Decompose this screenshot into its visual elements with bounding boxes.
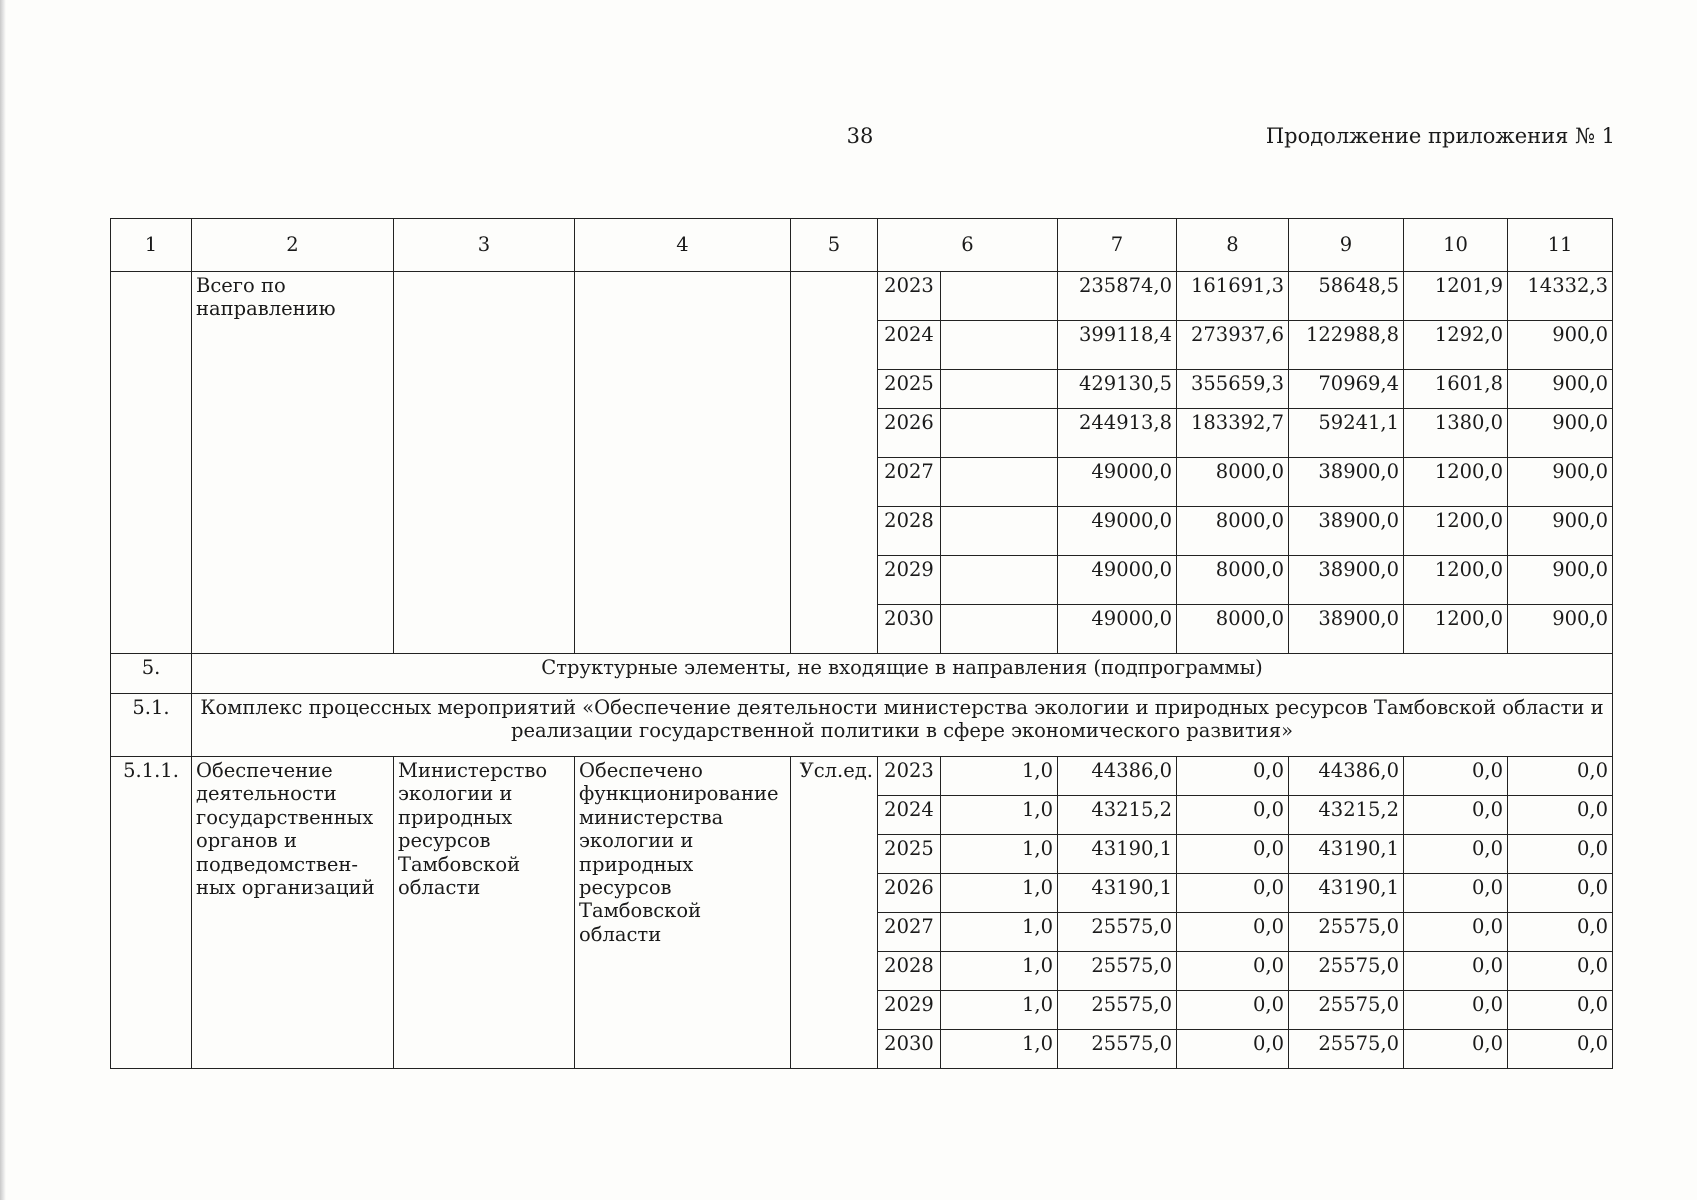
- col-number-4: 4: [575, 219, 791, 272]
- value-cell: 49000,0: [1058, 507, 1177, 556]
- value-cell: 0,0: [1508, 835, 1613, 874]
- value-cell: 1,0: [941, 757, 1058, 796]
- value-cell: 44386,0: [1058, 757, 1177, 796]
- value-cell: 25575,0: [1289, 1030, 1404, 1069]
- value-cell: 25575,0: [1058, 1030, 1177, 1069]
- value-cell: 25575,0: [1289, 913, 1404, 952]
- value-cell: 900,0: [1508, 409, 1613, 458]
- value-cell: 8000,0: [1177, 458, 1289, 507]
- col-number-10: 10: [1404, 219, 1508, 272]
- value-cell: 1200,0: [1404, 605, 1508, 654]
- value-cell: 58648,5: [1289, 272, 1404, 321]
- value-cell: 235874,0: [1058, 272, 1177, 321]
- subsection-title: Комплекс процессных мероприятий «Обеспечение деятельности министерства экологии и природных ресурсов Тамбовской области и реализации государственной политики в сфере экономического развития»: [192, 694, 1613, 757]
- item-row: [111, 757, 1613, 796]
- value-cell: 1200,0: [1404, 458, 1508, 507]
- value-cell: 0,0: [1177, 991, 1289, 1030]
- value-cell: 0,0: [1404, 1030, 1508, 1069]
- value-cell: 0,0: [1404, 835, 1508, 874]
- total-empty-1: [111, 272, 192, 654]
- year-cell: 2030: [878, 605, 941, 654]
- year-cell: 2023: [878, 272, 941, 321]
- value-cell: 0,0: [1177, 952, 1289, 991]
- value-cell: 25575,0: [1058, 991, 1177, 1030]
- col-number-6: 6: [878, 219, 1058, 272]
- value-cell: 900,0: [1508, 370, 1613, 409]
- annex-note: Продолжение приложения № 1: [1265, 124, 1615, 148]
- value-cell: 355659,3: [1177, 370, 1289, 409]
- value-cell: 900,0: [1508, 605, 1613, 654]
- year-cell: 2027: [878, 458, 941, 507]
- empty-cell: [941, 272, 1058, 321]
- value-cell: 0,0: [1177, 835, 1289, 874]
- value-cell: 8000,0: [1177, 605, 1289, 654]
- value-cell: 0,0: [1404, 952, 1508, 991]
- section-title: Структурные элементы, не входящие в направления (подпрограммы): [192, 654, 1613, 694]
- col-number-7: 7: [1058, 219, 1177, 272]
- year-cell: 2029: [878, 556, 941, 605]
- value-cell: 0,0: [1508, 796, 1613, 835]
- value-cell: 0,0: [1404, 796, 1508, 835]
- item-result: Обеспечено функционирование министерства экологии и природных ресурсов Тамбовской области: [575, 757, 791, 1069]
- value-cell: 244913,8: [1058, 409, 1177, 458]
- value-cell: 59241,1: [1289, 409, 1404, 458]
- value-cell: 0,0: [1508, 991, 1613, 1030]
- year-cell: 2023: [878, 757, 941, 796]
- year-cell: 2024: [878, 796, 941, 835]
- empty-cell: [941, 370, 1058, 409]
- value-cell: 43190,1: [1058, 874, 1177, 913]
- section-row: [111, 654, 1613, 694]
- col-number-5: 5: [791, 219, 878, 272]
- year-cell: 2030: [878, 1030, 941, 1069]
- value-cell: 0,0: [1508, 913, 1613, 952]
- col-number-1: 1: [111, 219, 192, 272]
- value-cell: 1601,8: [1404, 370, 1508, 409]
- value-cell: 1380,0: [1404, 409, 1508, 458]
- value-cell: 43215,2: [1058, 796, 1177, 835]
- year-cell: 2025: [878, 370, 941, 409]
- value-cell: 43190,1: [1289, 874, 1404, 913]
- value-cell: 1200,0: [1404, 556, 1508, 605]
- value-cell: 0,0: [1404, 913, 1508, 952]
- value-cell: 900,0: [1508, 321, 1613, 370]
- value-cell: 1,0: [941, 991, 1058, 1030]
- year-cell: 2026: [878, 409, 941, 458]
- value-cell: 0,0: [1177, 874, 1289, 913]
- value-cell: 161691,3: [1177, 272, 1289, 321]
- value-cell: 183392,7: [1177, 409, 1289, 458]
- value-cell: 0,0: [1404, 757, 1508, 796]
- value-cell: 1,0: [941, 913, 1058, 952]
- value-cell: 49000,0: [1058, 556, 1177, 605]
- column-number-row: [111, 219, 1613, 272]
- value-cell: 0,0: [1177, 913, 1289, 952]
- value-cell: 0,0: [1508, 1030, 1613, 1069]
- value-cell: 0,0: [1404, 991, 1508, 1030]
- section-number: 5.: [111, 654, 192, 694]
- subsection-number: 5.1.: [111, 694, 192, 757]
- value-cell: 1200,0: [1404, 507, 1508, 556]
- value-cell: 399118,4: [1058, 321, 1177, 370]
- subsection-row: [111, 694, 1613, 757]
- empty-cell: [941, 321, 1058, 370]
- col-number-11: 11: [1508, 219, 1613, 272]
- value-cell: 0,0: [1508, 952, 1613, 991]
- value-cell: 1,0: [941, 796, 1058, 835]
- year-cell: 2026: [878, 874, 941, 913]
- total-empty-3: [394, 272, 575, 654]
- value-cell: 25575,0: [1058, 952, 1177, 991]
- value-cell: 0,0: [1508, 874, 1613, 913]
- value-cell: 43215,2: [1289, 796, 1404, 835]
- value-cell: 900,0: [1508, 507, 1613, 556]
- year-cell: 2029: [878, 991, 941, 1030]
- value-cell: 49000,0: [1058, 605, 1177, 654]
- page-number: 38: [846, 124, 874, 148]
- value-cell: 1201,9: [1404, 272, 1508, 321]
- value-cell: 43190,1: [1058, 835, 1177, 874]
- total-empty-5: [791, 272, 878, 654]
- empty-cell: [941, 556, 1058, 605]
- value-cell: 900,0: [1508, 556, 1613, 605]
- item-number: 5.1.1.: [111, 757, 192, 1069]
- value-cell: 429130,5: [1058, 370, 1177, 409]
- col-number-8: 8: [1177, 219, 1289, 272]
- value-cell: 25575,0: [1058, 913, 1177, 952]
- value-cell: 8000,0: [1177, 556, 1289, 605]
- value-cell: 43190,1: [1289, 835, 1404, 874]
- value-cell: 0,0: [1404, 874, 1508, 913]
- value-cell: 38900,0: [1289, 605, 1404, 654]
- total-row: [111, 272, 1613, 321]
- value-cell: 14332,3: [1508, 272, 1613, 321]
- col-number-3: 3: [394, 219, 575, 272]
- empty-cell: [941, 605, 1058, 654]
- value-cell: 25575,0: [1289, 952, 1404, 991]
- value-cell: 0,0: [1508, 757, 1613, 796]
- year-cell: 2025: [878, 835, 941, 874]
- col-number-9: 9: [1289, 219, 1404, 272]
- scan-edge: [0, 0, 6, 1200]
- value-cell: 0,0: [1177, 757, 1289, 796]
- value-cell: 900,0: [1508, 458, 1613, 507]
- value-cell: 25575,0: [1289, 991, 1404, 1030]
- year-cell: 2028: [878, 507, 941, 556]
- empty-cell: [941, 409, 1058, 458]
- budget-table: [110, 218, 1613, 1069]
- total-empty-4: [575, 272, 791, 654]
- value-cell: 1,0: [941, 835, 1058, 874]
- value-cell: 49000,0: [1058, 458, 1177, 507]
- value-cell: 38900,0: [1289, 458, 1404, 507]
- value-cell: 122988,8: [1289, 321, 1404, 370]
- value-cell: 8000,0: [1177, 507, 1289, 556]
- value-cell: 38900,0: [1289, 507, 1404, 556]
- item-executor: Министерство экологии и природных ресурсов Тамбовской области: [394, 757, 575, 1069]
- value-cell: 44386,0: [1289, 757, 1404, 796]
- col-number-2: 2: [192, 219, 394, 272]
- year-cell: 2028: [878, 952, 941, 991]
- empty-cell: [941, 458, 1058, 507]
- value-cell: 1292,0: [1404, 321, 1508, 370]
- value-cell: 1,0: [941, 874, 1058, 913]
- value-cell: 1,0: [941, 952, 1058, 991]
- year-cell: 2027: [878, 913, 941, 952]
- item-name: Обеспечение деятельности государственных органов и подведомствен-ных организаций: [192, 757, 394, 1069]
- year-cell: 2024: [878, 321, 941, 370]
- value-cell: 273937,6: [1177, 321, 1289, 370]
- value-cell: 0,0: [1177, 796, 1289, 835]
- value-cell: 70969,4: [1289, 370, 1404, 409]
- value-cell: 1,0: [941, 1030, 1058, 1069]
- total-label: Всего по направлению: [192, 272, 394, 654]
- item-unit: Усл.ед.: [791, 757, 878, 1069]
- value-cell: 38900,0: [1289, 556, 1404, 605]
- empty-cell: [941, 507, 1058, 556]
- value-cell: 0,0: [1177, 1030, 1289, 1069]
